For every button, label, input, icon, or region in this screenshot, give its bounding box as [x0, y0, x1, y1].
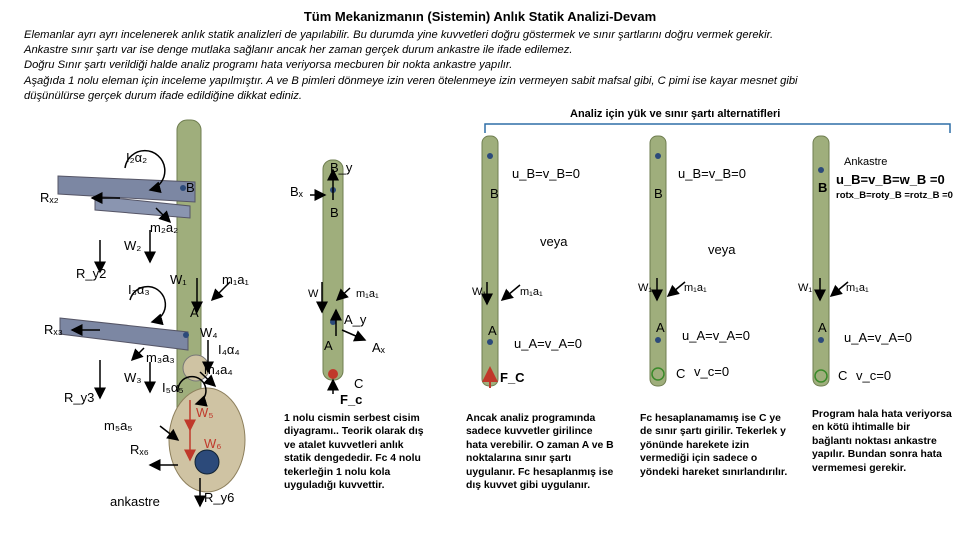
label-ry3: R_y3 — [64, 390, 95, 405]
alt3-caption: Program hala hata veriyorsa en kötü ihtimalle bir bağlantı noktası ankastre yapılır. Bundan sonra hata vermemesi gerekir. — [812, 409, 952, 474]
label-a: A — [190, 305, 199, 320]
alt2-label-w1: W₁ — [638, 282, 653, 294]
alt2-pin-a — [655, 337, 661, 343]
link-3 — [60, 318, 188, 350]
free-body-diagram — [310, 160, 365, 394]
label-rx6: Rₓ₆ — [130, 442, 149, 457]
label-rx2: Rₓ₂ — [40, 190, 59, 205]
alt1-label-m1a1: m₁a₁ — [520, 286, 543, 298]
fbd-label-m1a1: m₁a₁ — [356, 288, 379, 300]
fbd-label-c: C — [354, 376, 364, 391]
alt2-arrow-m1a1 — [668, 282, 685, 296]
label-l3a3: I₃α₃ — [128, 282, 150, 297]
alt1-label-fc: F_C — [500, 370, 525, 385]
alt2-label-vc: v_c=0 — [694, 364, 730, 379]
fbd-label-b: B — [330, 205, 339, 220]
alt3-label-c: C — [838, 368, 848, 383]
alt1-label-a: A — [488, 323, 497, 338]
alt1-label-b: B — [490, 186, 499, 201]
fbd-pin-c — [328, 369, 338, 379]
intro-line: düşünülürse gerçek durum ifade edildiğine dikkat ediniz. — [24, 89, 302, 102]
label-m4a4: m₄a₄ — [204, 362, 233, 377]
fbd-label-ay: A_y — [344, 312, 367, 327]
arrow-m3a3 — [132, 348, 144, 360]
alt3-label-ankastre: Ankastre — [844, 156, 888, 168]
alt3-label-b: B — [818, 180, 828, 195]
label-ankastre: ankastre — [110, 494, 160, 509]
alt2-label-m1a1: m₁a₁ — [684, 282, 707, 294]
link-2 — [58, 176, 195, 202]
alt2-label-c: C — [676, 366, 686, 381]
alternatives-title: Analiz için yük ve sınır şartı alternatifleri — [570, 108, 781, 120]
alt2-label-b: B — [654, 186, 663, 201]
label-w2: W₂ — [124, 238, 142, 253]
fbd-label-bx: Bₓ — [290, 184, 303, 199]
alternatives-bracket — [485, 124, 950, 133]
alt3-label-a: A — [818, 320, 827, 335]
alt3-label-vc: v_c=0 — [856, 368, 892, 383]
label-m3a3: m₃a₃ — [146, 350, 175, 365]
label-ry2: R_y2 — [76, 266, 107, 281]
label-l5a5: I₅α₅ — [162, 380, 184, 395]
alt3-label-ua: u_A=v_A=0 — [844, 330, 912, 345]
fbd-label-by: B_y — [330, 160, 353, 175]
label-rx3: Rₓ₃ — [44, 322, 63, 337]
label-w4: W₄ — [200, 325, 218, 340]
alt1-label-ub: u_B=v_B=0 — [512, 166, 580, 181]
label-ry6: R_y6 — [204, 490, 235, 505]
intro-line: Aşağıda 1 nolu eleman için inceleme yapılmıştır. A ve B pimleri dönmeye izin veren ötelenmeye izin vermeyen sabit mafsal gibi, C pimi ise kayar mesnet gibi — [24, 74, 798, 87]
page-title: Tüm Mekanizmanın (Sistemin) Anlık Statik Analizi-Devam — [303, 9, 657, 24]
alt2-label-a: A — [656, 320, 665, 335]
label-b: B — [186, 180, 195, 195]
alt3-label-w1: W₁ — [798, 282, 813, 294]
label-w3: W₃ — [124, 370, 142, 385]
alt3-pin-a — [818, 337, 824, 343]
fbd-arrow-ax — [342, 330, 365, 340]
label-m1a1: m₁a₁ — [222, 272, 249, 287]
alt1-pin-a — [487, 339, 493, 345]
label-l2a2: I₂α₂ — [126, 150, 148, 165]
alt2-label-ua: u_A=v_A=0 — [682, 328, 750, 343]
alt1-pin-b — [487, 153, 493, 159]
alt3-label-rot: rotx_B=roty_B =rotz_B =0 — [836, 190, 953, 201]
fbd-pin-a — [330, 319, 336, 325]
alt1-arrow-m1a1 — [502, 285, 520, 300]
fbd-caption: 1 nolu cismin serbest cisim diyagramı.. Teorik olarak dış ve atalet kuvvetleri anlık statik dengededir. Fc 4 nolu tekerleğin 1 nolu kola uyguladığı kuvvettir. — [284, 413, 424, 492]
intro-line: Ankastre sınır şartı var ise denge mutlaka sağlanır ancak her zaman gerçek durum ankastre ile ifade edilemez. — [24, 44, 573, 57]
alt3-pin-b — [818, 167, 824, 173]
label-w5: W₅ — [196, 405, 214, 420]
alt1-label-ua: u_A=v_A=0 — [514, 336, 582, 351]
alt1-link — [482, 136, 498, 386]
label-m2a2: m₂a₂ — [150, 220, 179, 235]
fbd-label-ax: Aₓ — [372, 340, 385, 355]
alt2-label-ub: u_B=v_B=0 — [678, 166, 746, 181]
alt2-pin-b — [655, 153, 661, 159]
fbd-label-fc: F_c — [340, 392, 363, 407]
alt3-label-ub: u_B=v_B=w_B =0 — [836, 172, 945, 187]
label-w1: W₁ — [170, 272, 187, 287]
alt1-label-veya: veya — [540, 234, 568, 249]
label-w6: W₆ — [204, 436, 222, 451]
alt3-link — [813, 136, 829, 386]
intro-line: Doğru Sınır şartı verildiği halde analiz programı hata veriyorsa mecburen bir nokta ankastre yapılır. — [24, 59, 513, 72]
fbd-label-a: A — [324, 338, 333, 353]
alt2-caption: Fc hesaplanamamış ise C ye de sınır şartı girilir. Tekerlek y yönünde harekete izin vermediği için sadece o yöndeki hareket sınırlandırılır. — [640, 413, 788, 478]
label-m5a5: m₅a₅ — [104, 418, 133, 433]
fbd-label-w: W — [308, 288, 319, 300]
pin-a — [183, 332, 189, 338]
alt2-link — [650, 136, 666, 386]
link-5-pin — [195, 450, 219, 474]
alt1-label-w1: W₁ — [472, 286, 487, 298]
label-l4a4: I₄α₄ — [218, 342, 240, 357]
alt1-caption: Ancak analiz programında sadece kuvvetler girilince hata verebilir. O zaman A ve B noktalarına sınır şartı uygulanır. Fc hesaplanmış ise dış kuvvet gibi uygulanır. — [466, 413, 614, 492]
intro-line: Elemanlar ayrı ayrı incelenerek anlık statik analizleri de yapılabilir. Bu durumda yine kuvvetleri doğru göstermek ve sınır şartlarını doğru vermek gerekir. — [24, 29, 774, 41]
alt3-label-m1a1: m₁a₁ — [846, 282, 869, 294]
alt2-label-veya: veya — [708, 242, 736, 257]
